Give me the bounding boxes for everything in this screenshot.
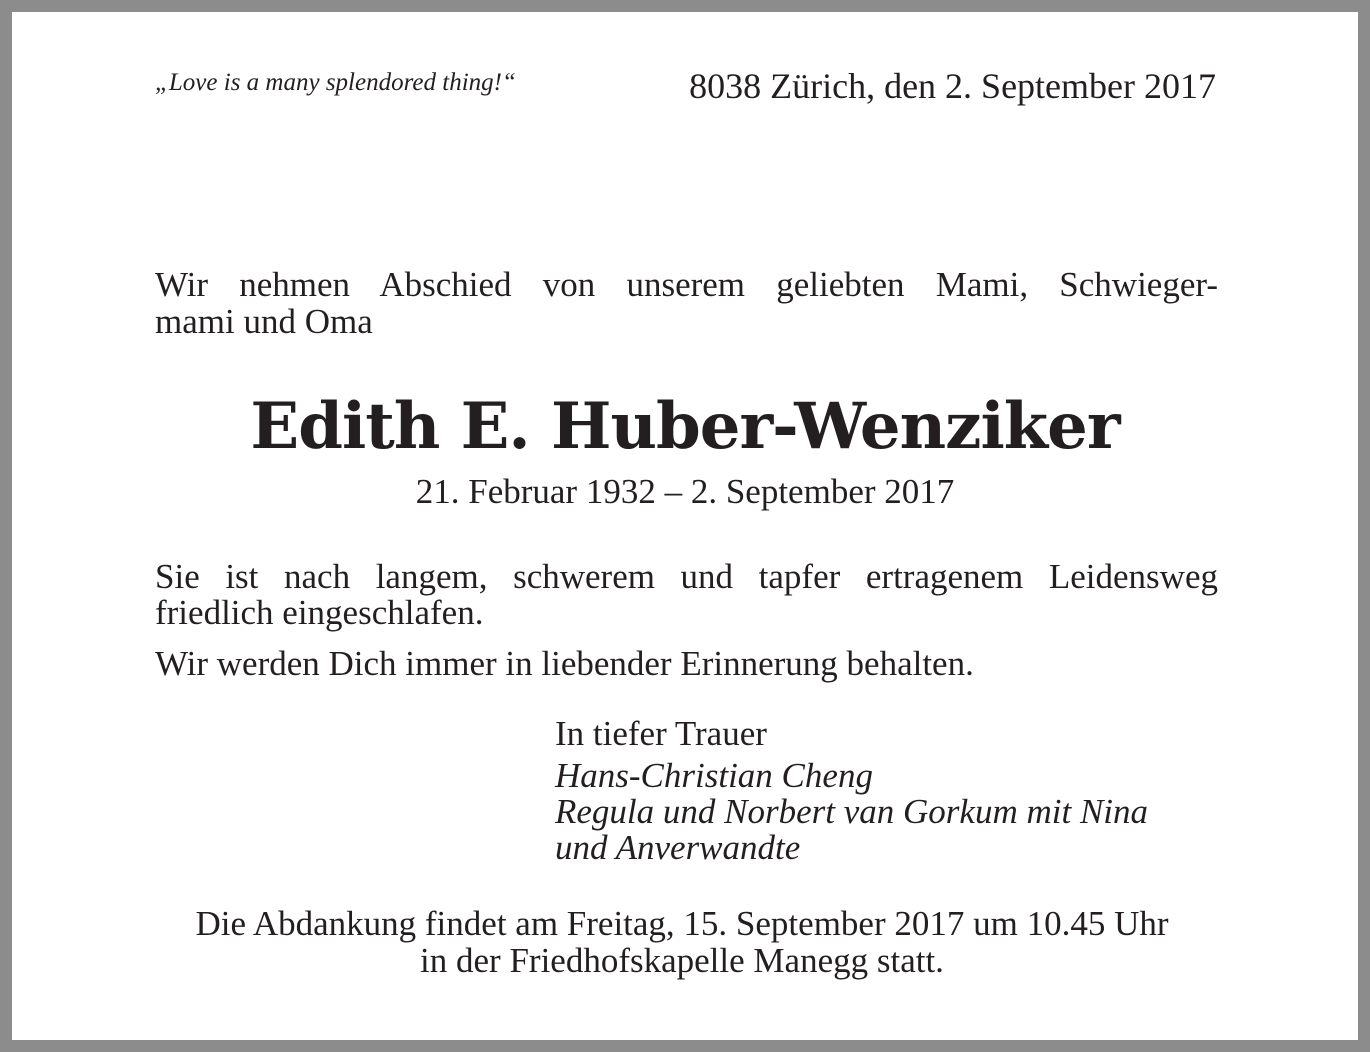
body-line: Sie ist nach langem, schwerem und tapfer ertragenem Leidensweg [155, 557, 1218, 596]
ceremony-line: Die Abdankung findet am Freitag, 15. September 2017 um 10.45 Uhr [195, 904, 1169, 943]
life-dates: 21. Februar 1932 – 2. September 2017 [415, 472, 955, 511]
intro-line: mami und Oma [155, 302, 373, 341]
intro-text [155, 266, 1218, 340]
body-line: friedlich eingeschlafen. [155, 593, 484, 632]
ceremony-line: in der Friedhofskapelle Manegg statt. [420, 941, 944, 980]
mourning-label: In tiefer Trauer [555, 714, 767, 753]
body-text [155, 559, 1218, 631]
mourner-name: und Anverwandte [555, 828, 801, 867]
mourner-name: Regula und Norbert van Gorkum mit Nina [555, 792, 1149, 831]
quote: „Love is a many splendored thing!“ [155, 69, 516, 96]
obituary-page [12, 12, 1358, 1040]
mourners-list [555, 758, 1148, 866]
place-date: 8038 Zürich, den 2. September 2017 [689, 66, 1216, 106]
intro-line: Wir nehmen Abschied von unserem geliebten Mami, Schwieger- [155, 265, 1218, 304]
mourner-name: Hans-Christian Cheng [555, 756, 873, 795]
deceased-name: Edith E. Huber-Wenziker [250, 389, 1120, 464]
remembrance-text: Wir werden Dich immer in liebender Erinnerung behalten. [155, 644, 974, 683]
ceremony-info [12, 905, 1352, 979]
